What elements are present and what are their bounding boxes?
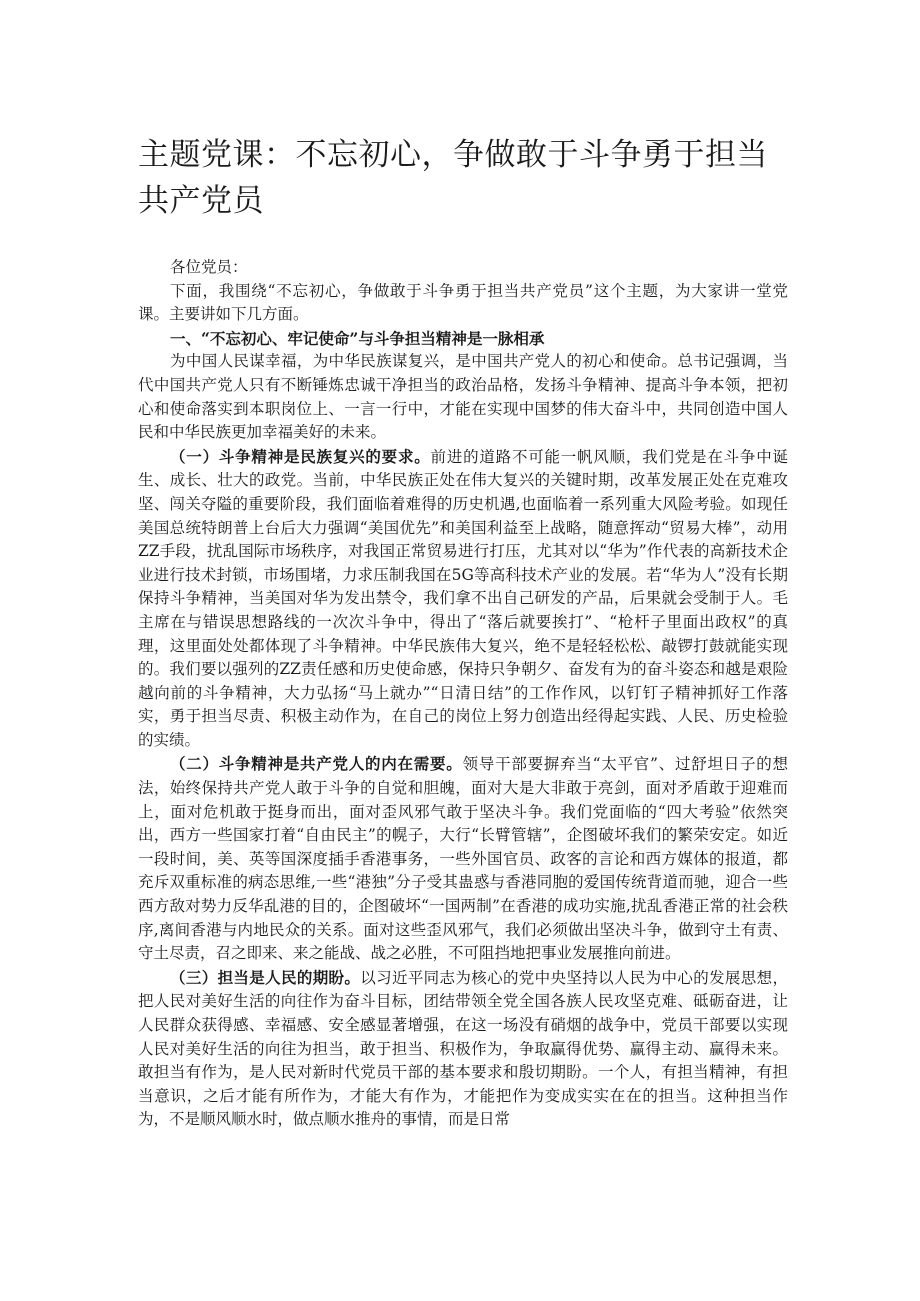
subsection-2-paragraph bbox=[138, 752, 788, 965]
subsection-3-body: 以习近平同志为核心的党中央坚持以人民为中心的发展思想，把人民对美好生活的向往作为奋斗目标，团结带领全党全国各族人民攻坚克难、砥砺奋进，让人民群众获得感、幸福感、安全感显著增强，在这一场没有硝烟的战争中，党员干部要以实现人民对美好生活的向往为担当，敢于担当、积极作为，争取赢得优势、赢得主动、赢得未来。敢担当有作为，是人民对新时代党员干部的基本要求和殷切期盼。一个人，有担当精神，有担当意识，之后才能有所作为，才能大有作为，才能把作为变成实实在在的担当。这种担当作为，不是顺风顺水时，做点顺水推舟的事情，而是日常 bbox=[138, 968, 788, 1129]
document-title: 主题党课：不忘初心，争做敢于斗争勇于担当共产党员 bbox=[138, 137, 768, 219]
section-1-paragraph: 为中国人民谋幸福，为中华民族谋复兴，是中国共产党人的初心和使命。总书记强调，当代中国共产党人只有不断锤炼忠诚干净担当的政治品格，发扬斗争精神、提高斗争本领，把初心和使命落实到本职岗位上、一言一行中，才能在实现中国梦的伟大奋斗中，共同创造中国人民和中华民族更加幸福美好的未来。 bbox=[138, 352, 788, 442]
subsection-3-paragraph bbox=[138, 966, 788, 1132]
subsection-1-paragraph bbox=[138, 445, 788, 753]
subsection-2-body: 领导干部要摒弃当“太平官”、过舒坦日子的想法，始终保持共产党人敢于斗争的自觉和胆魄，面对大是大非敢于亮剑，面对矛盾敢于迎难而上，面对危机敢于挺身而出，面对歪风邪气敢于坚决斗争。我们党面临的“四大考验”依然突出，西方一些国家打着“自由民主”的幌子，大行“长臂管辖”，企图破坏我们的繁荣安定。如近一段时间，美、英等国深度插手香港事务，一些外国官员、政客的言论和西方媒体的报道，都充斥双重标准的病态思维,一些“港独”分子受其蛊惑与香港同胞的爱国传统背道而驰，迎合一些西方敌对势力反华乱港的目的，企图破坏“一国两制”在香港的成功实施,扰乱香港正常的社会秩序,离间香港与内地民众的关系。面对这些歪风邪气，我们必须做出坚决斗争，做到守土有责、守土尽责，召之即来、来之能战、战之必胜，不可阻挡地把事业发展推向前进。 bbox=[138, 755, 788, 963]
subsection-1-heading: （一）斗争精神是民族复兴的要求。 bbox=[170, 446, 431, 466]
section-1-heading: 一、“不忘初心、牢记使命”与斗争担当精神是一脉相承 bbox=[170, 328, 545, 348]
subsection-2-heading: （二）斗争精神是共产党人的内在需要。 bbox=[170, 754, 463, 774]
subsection-3-heading: （三）担当是人民的期盼。 bbox=[170, 967, 361, 987]
document-page bbox=[138, 132, 788, 1132]
subsection-1-body: 前进的道路不可能一帆风顺，我们党是在斗争中诞生、成长、壮大的政党。当前，中华民族正处在伟大复兴的关键时期，改革发展正处在克难攻坚、闯关夺隘的重要阶段，我们面临着难得的历史机遇,也面临着一系列重大风险考验。如现任美国总统特朗普上台后大力强调“美国优先”和美国利益至上战略，随意挥动“贸易大棒”，动用ZZ手段，扰乱国际市场秩序，对我国正常贸易进行打压，尤其对以“华为”作代表的高新技术企业进行技术封锁，市场围堵，力求压制我国在5G等高科技术产业的发展。若“华为人”没有长期保持斗争精神，当美国对华为发出禁令，我们拿不出自己研发的产品，后果就会受制于人。毛主席在与错误思想路线的一次次斗争中，得出了“落后就要挨打”、“枪杆子里面出政权”的真理，这里面处处都体现了斗争精神。中华民族伟大复兴，绝不是轻轻松松、敲锣打鼓就能实现的。我们要以强列的ZZ责任感和历史使命感，保持只争朝夕、奋发有为的奋斗姿态和越是艰险越向前的斗争精神，大力弘扬“马上就办”“日清日结”的工作作风，以钉钉子精神抓好工作落实，勇于担当尽责、积极主动作为，在自己的岗位上努力创造出经得起实践、人民、历史检验的实绩。 bbox=[138, 447, 788, 749]
intro-paragraph: 下面，我围绕“不忘初心，争做敢于斗争勇于担当共产党员”这个主题，为大家讲一堂党课。主要讲如下几方面。 bbox=[138, 281, 788, 324]
salutation: 各位党员： bbox=[170, 258, 248, 276]
